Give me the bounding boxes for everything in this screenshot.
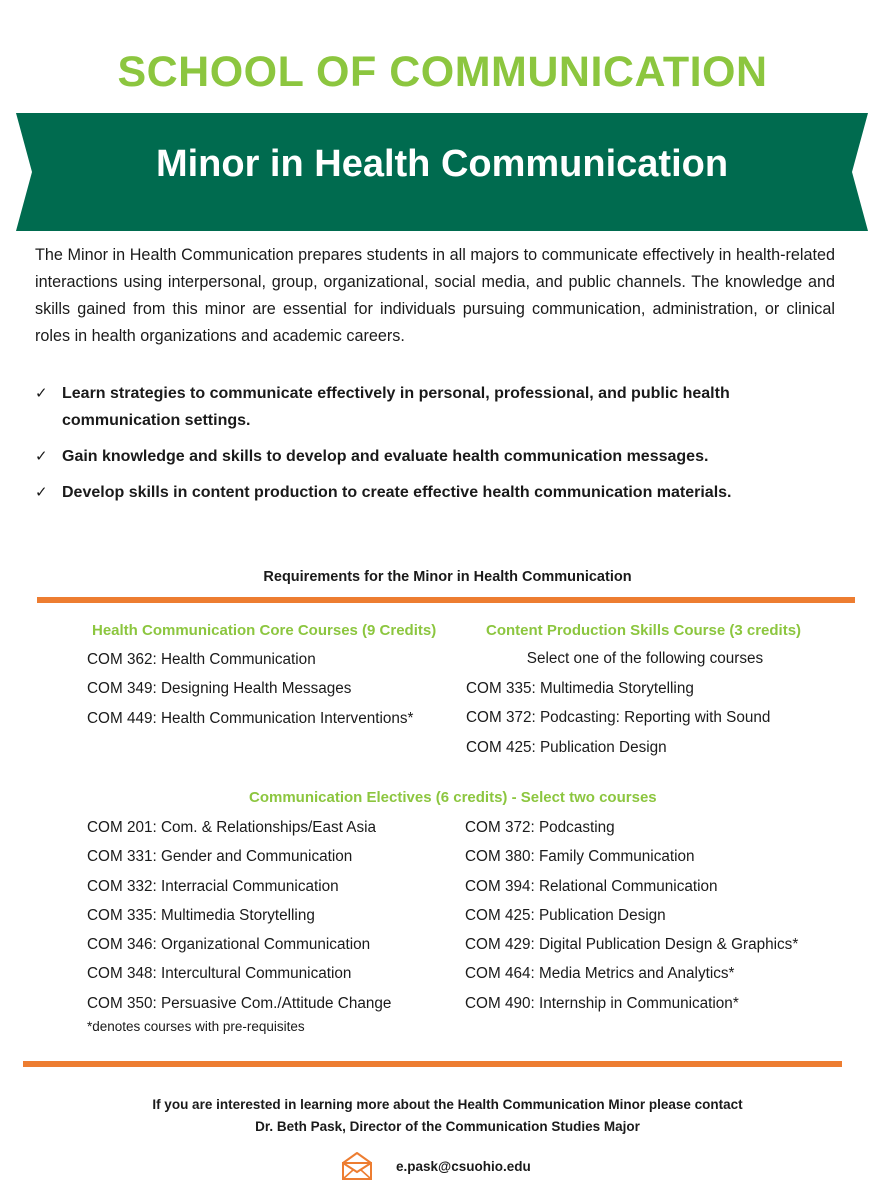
contact-line-2: Dr. Beth Pask, Director of the Communication Studies Major: [255, 1119, 640, 1134]
check-icon: ✓: [35, 448, 48, 465]
electives-right-list: [465, 813, 798, 1018]
learning-outcomes-list: [35, 380, 835, 515]
school-title: SCHOOL OF COMMUNICATION: [117, 48, 768, 96]
divider-top: [37, 597, 855, 603]
electives-left-list: [87, 813, 391, 1018]
list-item: COM 449: Health Communication Interventions*: [87, 709, 414, 727]
title-banner: [0, 113, 884, 231]
prerequisite-footnote: *denotes courses with pre-requisites: [87, 1019, 305, 1034]
banner-title: Minor in Health Communication: [155, 143, 729, 185]
list-item: COM 425: Publication Design: [465, 906, 666, 924]
list-item: COM 346: Organizational Communication: [87, 936, 371, 954]
divider-bottom: [23, 1061, 842, 1067]
email-row: [340, 1148, 531, 1184]
list-item: COM 380: Family Communication: [465, 848, 695, 866]
list-item: COM 490: Internship in Communication*: [465, 994, 739, 1012]
content-production-list: [466, 674, 770, 762]
list-item: COM 350: Persuasive Com./Attitude Change: [87, 994, 392, 1012]
outcome-text: Gain knowledge and skills to develop and evaluate health communication messages.: [62, 448, 709, 465]
content-production-note: Select one of the following courses: [526, 650, 764, 667]
envelope-icon: [340, 1151, 374, 1181]
list-item: COM 335: Multimedia Storytelling: [466, 680, 694, 697]
contact-line-1: If you are interested in learning more about the Health Communication Minor please contact: [152, 1097, 743, 1112]
check-icon: ✓: [35, 385, 48, 402]
list-item: COM 372: Podcasting: [465, 819, 615, 836]
list-item: [35, 479, 835, 506]
check-icon: ✓: [35, 484, 48, 501]
list-item: COM 429: Digital Publication Design & Graphics*: [465, 936, 799, 954]
list-item: [35, 443, 835, 470]
electives-heading: Communication Electives (6 credits) - Select two courses: [249, 789, 657, 806]
contact-block: [0, 1094, 895, 1138]
list-item: COM 201: Com. & Relationships/East Asia: [87, 819, 377, 836]
outcome-text: Develop skills in content production to create effective health communication materials.: [62, 484, 732, 501]
list-item: COM 372: Podcasting: Reporting with Sound: [466, 709, 771, 727]
outcome-text: Learn strategies to communicate effectively in personal, professional, and public health communication settings.: [62, 385, 730, 429]
list-item: COM 349: Designing Health Messages: [87, 680, 352, 698]
list-item: COM 394: Relational Communication: [465, 877, 718, 895]
email-link[interactable]: e.pask@csuohio.edu: [396, 1158, 531, 1174]
list-item: COM 332: Interracial Communication: [87, 877, 339, 895]
list-item: COM 348: Intercultural Communication: [87, 965, 352, 983]
list-item: [35, 380, 835, 434]
core-courses-list: [87, 645, 414, 733]
list-item: COM 425: Publication Design: [466, 738, 667, 756]
core-courses-heading: Health Communication Core Courses (9 Credits): [92, 622, 437, 639]
list-item: COM 335: Multimedia Storytelling: [87, 906, 315, 924]
intro-paragraph: The Minor in Health Communication prepares students in all majors to communicate effectively in health-related interactions using interpersonal, group, organizational, social media, and public channels. The knowledge and skills gained from this minor are essential for individuals pursuing communication, administration, or clinical roles in health organizations and academic careers.: [35, 246, 835, 345]
list-item: COM 331: Gender and Communication: [87, 848, 353, 866]
list-item: COM 464: Media Metrics and Analytics*: [465, 965, 735, 983]
requirements-heading: Requirements for the Minor in Health Communication: [263, 569, 632, 585]
list-item: COM 362: Health Communication: [87, 651, 316, 668]
content-production-heading: Content Production Skills Course (3 credits): [486, 622, 802, 639]
